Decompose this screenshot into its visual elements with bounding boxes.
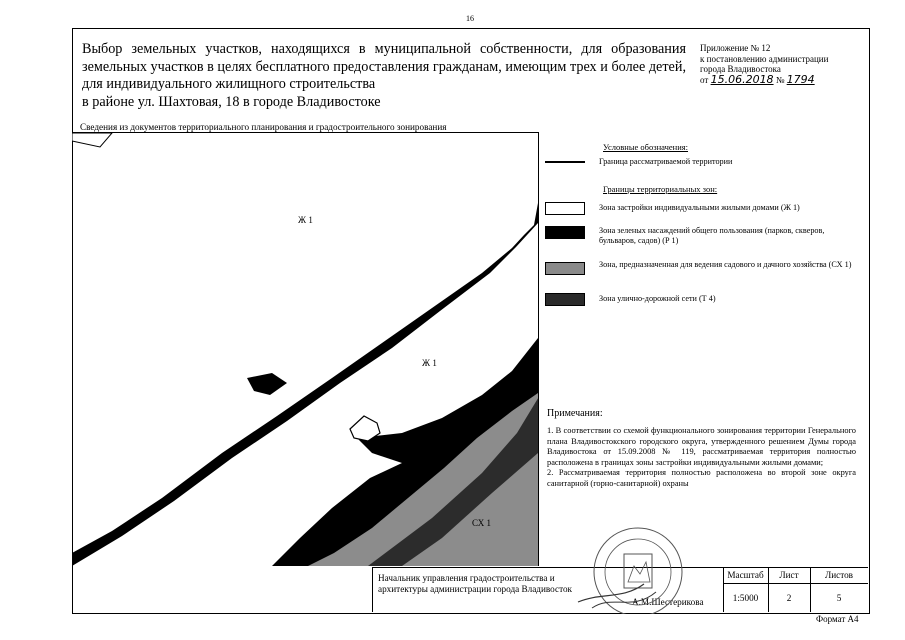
official-seal bbox=[572, 522, 696, 614]
legend-label-zh1: Зона застройки индивидуальными жилыми домами (Ж 1) bbox=[599, 203, 800, 212]
format-label: Формат А4 bbox=[816, 614, 859, 624]
legend-swatch-zh1 bbox=[545, 202, 585, 215]
map-drawing bbox=[72, 133, 538, 566]
value-sheet: 2 bbox=[786, 593, 792, 603]
legend-title: Условные обозначения: bbox=[603, 142, 689, 152]
section-label: Сведения из документов территориального планирования и градостроительного зонирования bbox=[80, 122, 447, 132]
appendix-number: 1794 bbox=[786, 72, 815, 86]
legend-label-t4: Зона улично-дорожной сети (Т 4) bbox=[599, 294, 716, 303]
notes-title: Примечания: bbox=[547, 408, 603, 419]
map-zone-r1-patch bbox=[247, 373, 287, 395]
signatory-name: А.М.Шестерикова bbox=[632, 597, 704, 607]
note-item-1: 1. В соответствии со схемой функционального зонирования территории Генерального плана Владивостокского городского округа, утвержденного решением Думы города Владивостока от 15.09.2008 № 119, рассматриваемая территория полностью расположена в границах зоны застройки индивидуальными жилыми домами; bbox=[547, 426, 856, 467]
map-zone-r1-corner bbox=[72, 133, 112, 147]
legend-boundary-line bbox=[545, 161, 585, 163]
title-block-header-rule bbox=[723, 583, 868, 584]
legend-label-sx1: Зона, предназначенная для ведения садового и дачного хозяйства (СХ 1) bbox=[599, 260, 852, 269]
notes-list bbox=[547, 426, 856, 489]
legend-swatch-t4 bbox=[545, 293, 585, 306]
value-sheets: 5 bbox=[836, 593, 842, 603]
appendix-date: 15.06.2018 bbox=[710, 72, 774, 86]
legend-boundary-label: Граница рассматриваемой территории bbox=[599, 157, 733, 166]
zone-label-zh1-b: Ж 1 bbox=[422, 358, 437, 368]
page-number: 16 bbox=[466, 14, 474, 23]
title-text: Выбор земельных участков, находящихся в муниципальной собственности, для образования земельных участков в целях бесплатного предоставления гражданам, имеющим трех и более детей, для индивидуального жилищного строительства bbox=[82, 41, 686, 92]
appendix-number-prefix: № bbox=[775, 74, 785, 85]
document-title bbox=[82, 41, 686, 111]
value-scale: 1:5000 bbox=[732, 593, 759, 603]
appendix-line3: города Владивостока bbox=[700, 64, 781, 74]
legend-zones-title: Границы территориальных зон: bbox=[603, 184, 718, 194]
appendix-line2: к постановлению администрации bbox=[700, 53, 829, 64]
note-item-2: 2. Рассматриваемая территория полностью расположена во второй зоне округа санитарной (горно-санитарной) охраны bbox=[547, 468, 856, 488]
zoning-map bbox=[72, 132, 539, 566]
zone-label-zh1-a: Ж 1 bbox=[298, 215, 313, 225]
signatory-role: Начальник управления градостроительства и архитектуры администрации города Владивосток bbox=[378, 573, 573, 594]
header-sheets: Листов bbox=[824, 570, 854, 580]
title-block-left-border bbox=[372, 567, 373, 612]
title-location: в районе ул. Шахтовая, 18 в городе Владивостоке bbox=[82, 93, 381, 110]
appendix-prefix: от bbox=[700, 74, 709, 85]
legend-swatch-sx1 bbox=[545, 262, 585, 275]
appendix-date-line bbox=[700, 72, 865, 86]
appendix-block bbox=[700, 43, 865, 85]
legend-swatch-r1 bbox=[545, 226, 585, 239]
header-sheet: Лист bbox=[779, 570, 799, 580]
zone-label-sx1: СХ 1 bbox=[472, 518, 492, 528]
appendix-line1: Приложение № 12 bbox=[700, 43, 771, 53]
header-scale: Масштаб bbox=[727, 570, 764, 580]
legend-label-r1: Зона зеленых насаждений общего пользования (парков, скверов, бульваров, садов) (Р 1) bbox=[599, 226, 825, 245]
